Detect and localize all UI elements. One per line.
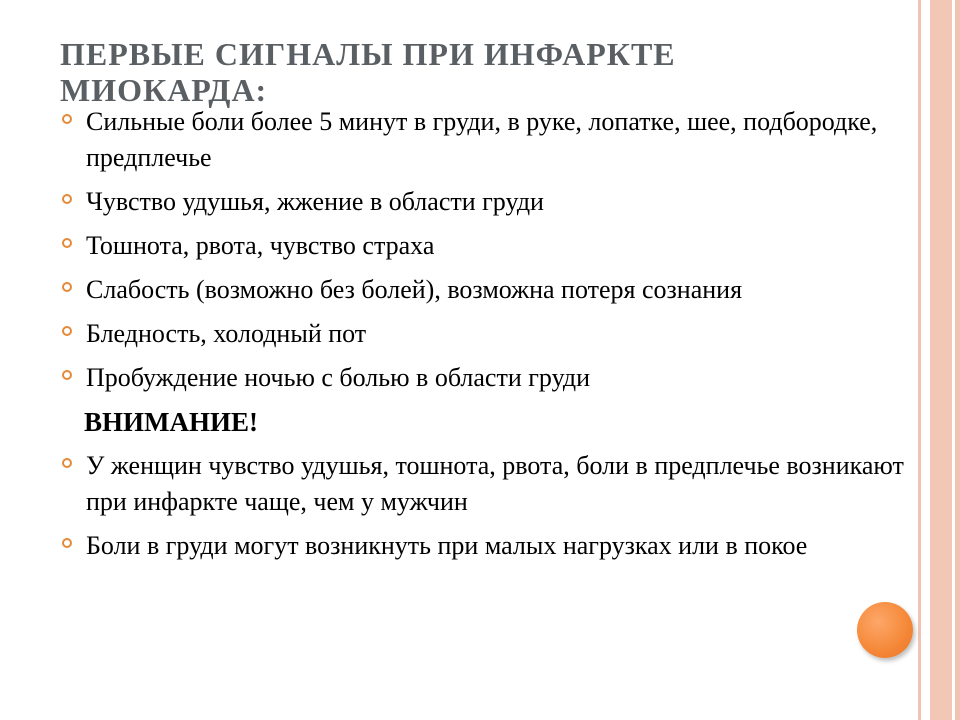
- bullet-item: [60, 448, 920, 520]
- bullet-ring-icon: [62, 538, 72, 548]
- bullet-ring-icon: [62, 114, 72, 124]
- bullet-ring-icon: [62, 238, 72, 248]
- bullet-ring-icon: [62, 458, 72, 468]
- bullet-item: [60, 184, 920, 220]
- bullet-text: У женщин чувство удушья, тошнота, рвота, боли в предплечье возникают при инфаркте чаще, чем у мужчин: [86, 451, 904, 516]
- attention-heading: ВНИМАНИЕ!: [84, 407, 258, 437]
- bullet-text: Пробуждение ночью с болью в области груди: [86, 363, 591, 392]
- bullet-ring-icon: [62, 194, 72, 204]
- slide-content: [60, 104, 920, 572]
- bullet-ring-icon: [62, 370, 72, 380]
- bullet-list-secondary: [60, 448, 920, 564]
- bullet-text: Чувство удушья, жжение в области груди: [86, 187, 544, 216]
- decorative-stripe-wide: [930, 0, 952, 720]
- bullet-item: [60, 228, 920, 264]
- decorative-stripe: [955, 0, 960, 720]
- bullet-text: Слабость (возможно без болей), возможна потеря сознания: [86, 275, 743, 304]
- bullet-text: Сильные боли более 5 минут в груди, в руке, лопатке, шее, подбородке, предплечье: [86, 107, 878, 172]
- decorative-circle: [857, 602, 913, 658]
- bullet-list: [60, 104, 920, 396]
- bullet-text: Боли в груди могут возникнуть при малых нагрузках или в покое: [86, 531, 808, 560]
- bullet-item: [60, 316, 920, 352]
- bullet-ring-icon: [62, 282, 72, 292]
- bullet-text: Бледность, холодный пот: [86, 319, 367, 348]
- bullet-item: [60, 528, 920, 564]
- bullet-item: [60, 272, 920, 308]
- bullet-item: [60, 360, 920, 396]
- bullet-ring-icon: [62, 326, 72, 336]
- bullet-item: [60, 104, 920, 176]
- bullet-text: Тошнота, рвота, чувство страха: [86, 231, 435, 260]
- slide-title: ПЕРВЫЕ СИГНАЛЫ ПРИ ИНФАРКТЕ МИОКАРДА:: [60, 36, 676, 108]
